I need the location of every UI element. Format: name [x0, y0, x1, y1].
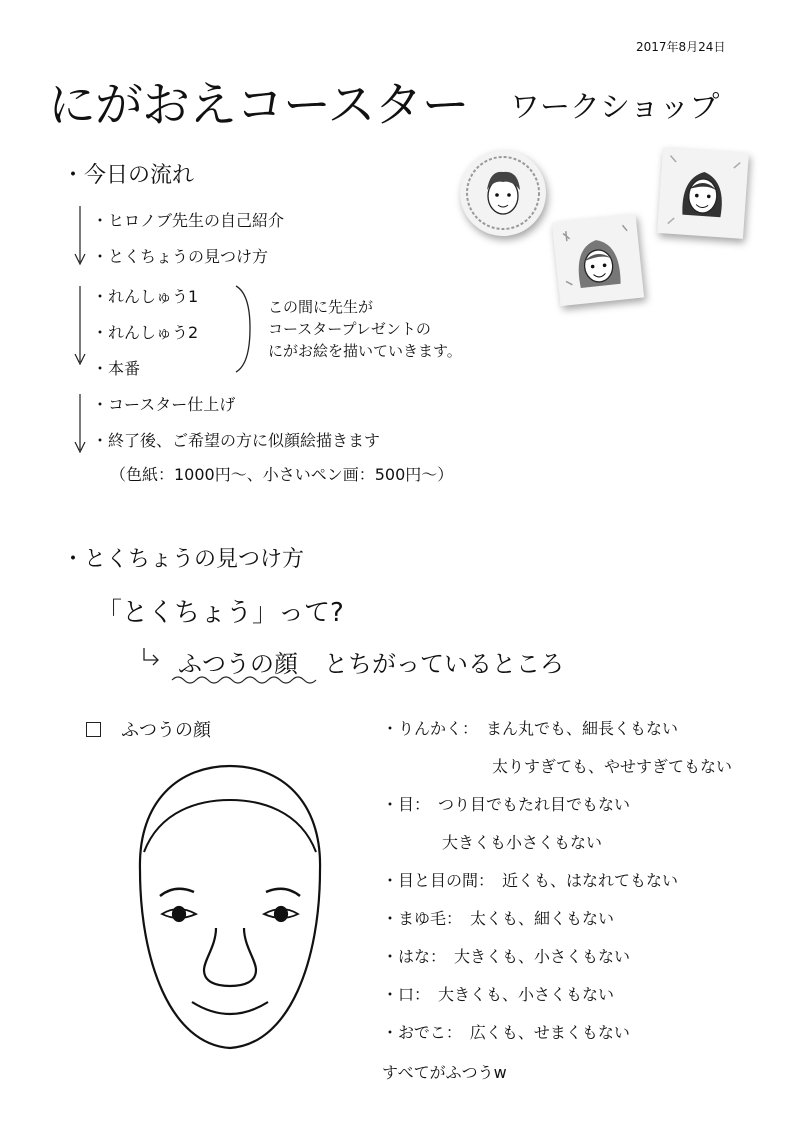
schedule-step: ・コースター仕上げ	[92, 395, 236, 414]
return-arrow-icon	[140, 646, 164, 670]
feature-item: ・口： 大きくも、小さくもない	[382, 985, 615, 1004]
feature-item: ・目と目の間： 近くも、はなれてもない	[382, 871, 679, 890]
side-note-line: にがお絵を描いていきます。	[268, 342, 462, 360]
conclusion-text: すべてがふつうw	[382, 1063, 507, 1082]
page-subtitle: ワークショップ	[510, 90, 720, 125]
features-question: 「とくちょう」って?	[96, 598, 344, 628]
feature-item: ・おでこ： 広くも、せまくもない	[382, 1023, 630, 1042]
normal-face-illustration	[120, 760, 340, 1060]
schedule-step: ・ヒロノブ先生の自己紹介	[92, 211, 285, 230]
document-date: 2017年8月24日	[636, 40, 726, 54]
feature-item: ・はな： 大きくも、小さくもない	[382, 947, 631, 966]
feature-item: 太りすぎても、やせすぎてもない	[492, 757, 733, 776]
page-title: にがおえコースター	[48, 77, 469, 133]
feature-item: 大きくも小さくもない	[442, 833, 603, 852]
schedule-step: ・とくちょうの見つけ方	[92, 247, 269, 266]
features-heading: ・とくちょうの見つけ方	[62, 547, 305, 572]
square-coaster-image	[552, 214, 644, 306]
normal-face-label: ふつうの顔	[121, 720, 211, 741]
normal-face-heading	[86, 716, 211, 742]
round-coaster-image	[460, 150, 546, 236]
answer-rest: とちがっているところ	[324, 650, 564, 678]
bracket-icon	[232, 284, 256, 374]
side-note-line: コースタープレゼントの	[268, 320, 431, 338]
feature-item: ・目： つり目でもたれ目でもない	[382, 795, 631, 814]
schedule-step: ・れんしゅう2	[92, 323, 199, 342]
schedule-step: ・終了後、ご希望の方に似顔絵描きます	[92, 431, 381, 450]
checkbox-icon	[86, 722, 101, 737]
square-coaster-image	[657, 147, 749, 239]
price-note: （色紙：1000円〜、小さいペン画：500円〜）	[110, 465, 454, 484]
feature-item: ・りんかく： まん丸でも、細長くもない	[382, 719, 679, 738]
wavy-underline	[170, 674, 320, 686]
side-note-line: この間に先生が	[268, 298, 374, 316]
answer-emphasis: ふつうの顔	[178, 650, 298, 678]
schedule-step: ・本番	[92, 359, 141, 378]
schedule-step: ・れんしゅう1	[92, 287, 199, 306]
flow-arrows	[70, 200, 90, 470]
schedule-heading: ・今日の流れ	[62, 163, 195, 188]
feature-item: ・まゆ毛： 太くも、細くもない	[382, 909, 615, 928]
